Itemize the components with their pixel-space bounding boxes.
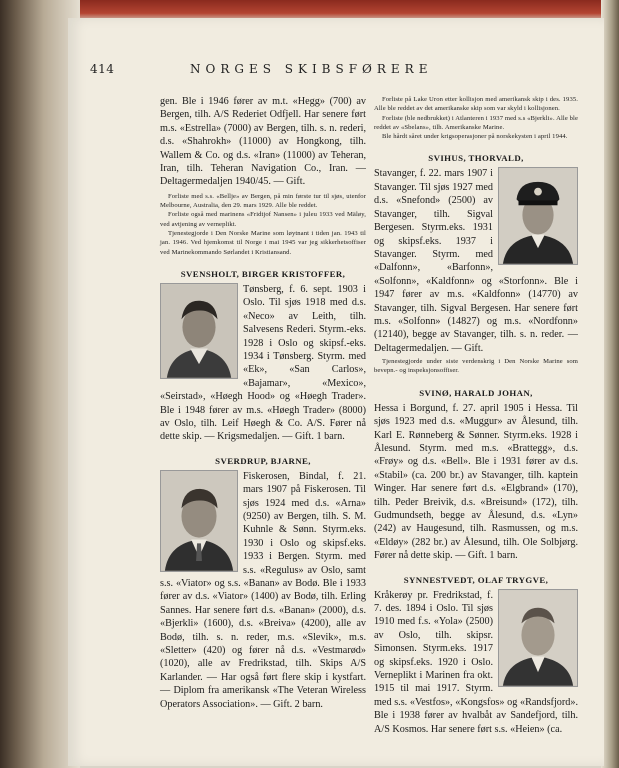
portrait-photo bbox=[498, 589, 578, 687]
entry-text: Tønsberg, f. 6. sept. 1903 i Oslo. Til sjøs 1918 med d.s. «Neco» av Leith, tilh. Salvesens Rederi. Styrm.-eks. 1928 i Oslo og skipsf.-eks. 1934 i Tønsberg. Styrm. med «Ek», «San Carlos», «Bajamar», «Mexico», «Seirstad», «Høegh Hood» og «Høegh Trader». Ble i 1948 fører av m.s. «Høegh Trader» (8000) av Oslo, tilh. Leif Høegh & Co. A/S. Fører nå dette skip. — Krigsmedaljen. — Gift. 1 barn. bbox=[160, 283, 366, 443]
note: Forliste med s.s. «Bellje» av Bergen, på min første tur til sjøs, utenfor Melbourne, Australia, den 29. mars 1929. Alle ble reddet. bbox=[160, 192, 366, 210]
entry-name-sverdrup: SVERDRUP, BJARNE, bbox=[215, 455, 311, 466]
note: Tjenestegjorde under siste verdenskrig i Den Norske Marine som bevepn.- og inspeksjonsoffiser. bbox=[374, 358, 578, 375]
portrait-photo bbox=[498, 167, 578, 265]
entry-sverdrup bbox=[160, 470, 366, 711]
entry-text: Stavanger, f. 22. mars 1907 i Stavanger. Til sjøs 1927 med d.s. «Snefond» (2500) av Stavanger, tilh. Sigval Bergesen. Styrm.eks. 1931 og skipsf.eks. 1937 i Stavanger. Styrm. med «Dalfonn», «Barfonn», «Solfonn», «Kaldfonn» og «Storfonn». Ble i 1947 fører av m.s. «Kaldfonn» (14770) av Stavanger, tilh. Sigval Bergesen. Har senere ført m.s. «Solfonn» (14827) og m.s. «Nordfonn» (12140), begge av Stavanger, tilh. s. n. reder. — Deltagermedaljen. — Gift. bbox=[374, 168, 578, 354]
entry-svensholt bbox=[160, 283, 366, 444]
right-intro-notes bbox=[374, 95, 578, 141]
entry-name-svino: SVINØ, HARALD JOHAN, bbox=[419, 387, 533, 398]
right-column bbox=[374, 95, 578, 736]
entry-note bbox=[374, 357, 578, 376]
entry-synnestvedt bbox=[374, 589, 578, 736]
entry-text: Hessa i Borgund, f. 27. april 1905 i Hessa. Til sjøs 1923 med d.s. «Muggur» av Ålesund, tilh. Karl E. Rønneberg & Sønner. Styrm.eks. 1928 i Ålesund. Styrm. med m.s. «Brattegg», d.s. «Frøy» og d.s. «Bell». Ble i 1931 fører av d.s. «Stabil» (ca. 200 br.) av Stavanger, tilh. kaptein Winger. Har senere ført d.s. «Elgbrand» (170), tilh. Peder Breivik, d.s. «Breisund» (172), tilh. Gudmundseth, begge av Ålesund, d.s. «Lyn» (242) av Haugesund, tilh. Rasmussen, og m.s. «Eldøy» (282 br.) av Ålesund, tilh. Ole Solbjørg. Fører nå dette skip. — Gift. 1 barn. bbox=[374, 402, 578, 562]
page-number: 414 bbox=[90, 62, 115, 76]
entry-name-svensholt: SVENSHOLT, BIRGER KRISTOFFER, bbox=[180, 268, 346, 279]
note: Ble hårdt såret under krigsoperasjoner på norskekysten i april 1944. bbox=[382, 133, 568, 141]
page-header bbox=[90, 62, 580, 82]
entry-name-synnestvedt: SYNNESTVEDT, OLAF TRYGVE, bbox=[403, 574, 549, 585]
portrait-photo bbox=[160, 470, 238, 572]
running-title: NORGES SKIBSFØRERE bbox=[190, 62, 433, 76]
left-column bbox=[160, 95, 366, 711]
note: Forliste på Lake Uron etter kollisjon med amerikansk skip i des. 1935. Alle ble reddet av det amerikanske skip som var skyld i kollisjonen. bbox=[374, 96, 578, 113]
entry-svino bbox=[374, 402, 578, 563]
note: Tjenestegjorde i Den Norske Marine som løytnant i tiden jan. 1943 til jan. 1946. Ved hjemkomst til Norge i mai 1945 var jeg sikkerhetsoffiser ved Marinekommando Sørlandet i Kristiansand. bbox=[160, 230, 366, 256]
note: Forliste også med marinens «Fridtjof Nansen» i juleu 1933 ved Mäløy, ved avtjening av verneplikt. bbox=[160, 211, 366, 228]
entry-name-svihus: SVIHUS, THORVALD, bbox=[428, 153, 524, 164]
portrait-photo bbox=[160, 283, 238, 379]
entry-svihus bbox=[374, 167, 578, 375]
entry-text: Kråkerøy pr. Fredrikstad, f. 7. des. 1894 i Oslo. Til sjøs 1910 med f.s. «Yola» (2500) av Oslo, tilh. skipsr. Simonsen. Styrm.eks. 1917 og skipsf.eks. 1920 i Oslo. Verneplikt i Marinen fra okt. 1915 til mai 1917. Styrm. med s.s. «Vestfos», «Kongsfos» og «Randsfjord». Ble i 1938 fører av hvalbåt av Sandefjord, tilh. A/S Kosmos. Har senere ført s.s. «Heien» (ca. bbox=[374, 589, 578, 735]
left-intro-text: gen. Ble i 1946 fører av m.t. «Hegg» (700) av Bergen, tilh. A/S Rederiet Odfjell. Har senere ført m.s. «Estrella» (7000) av Bergen, tilh. s. n. rederi, d.s. «Shahrokh» (11000) av Hongkong, tilh. Wallem & Co. og d.s. «Iran» (11000) av Teheran, Iran, tilh. Teheran Navigation Co., Iran. — Deltagermedaljen 1940/45. — Gift. bbox=[160, 96, 366, 188]
entry-text: Fiskerosen, Bindal, f. 21. mars 1907 på Fiskerosen. Til sjøs 1924 med d.s. «Arna» (9250) av Bergen, tilh. S. M. Kuhnle & Sønn. Styrm.eks. 1930 i Oslo og skipsf.eks. 1933 i Bergen. Styrm. med s.s. «Regulus» av Oslo, samt s.s. «Viator» og s.s. «Banan» av Bodø. Ble i 1933 fører av d.s. «Viator» (1400) av Bodø, tilh. Erling Sannes. Har senere ført d.s. «Banan» (2000), d.s. «Bjerkli» (1600), d.s. «Breiva» (4200), alle av Bodø, tilh. s. n. reder, m.s. «Slevik», m.s. «Sletter» (420) og fører nå d.s. «Vestmarød» (1020), alle av Fredrikstad, tilh. Skips A/S Karlander. — Har også ført flere skip i kystfart. — Diplom fra amerikansk «The Veteran Wireless Operators Association». — Gift. 2 barn. bbox=[160, 470, 366, 710]
note: Forliste (ble nedbrukket) i Atlanteren i 1937 med s.s «Bjerkli». Alle ble reddet av «Sbelans», tilh. Amerikanske Marine. bbox=[374, 114, 578, 131]
left-intro-notes bbox=[160, 192, 366, 257]
